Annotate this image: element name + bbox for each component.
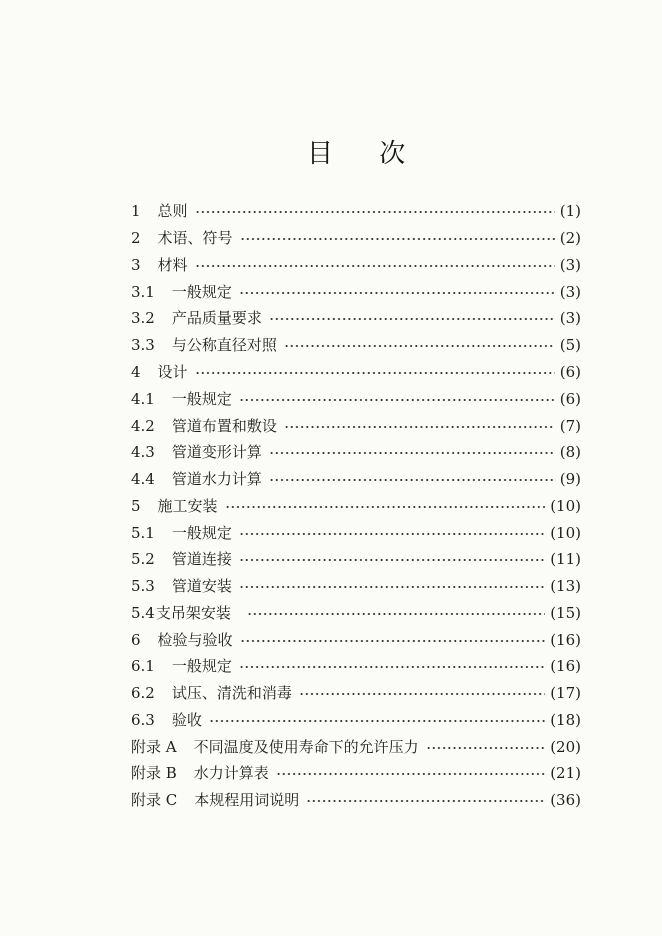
section-title: 一般规定 [171, 657, 232, 676]
section-number: 5.2 [131, 550, 155, 569]
page-number: (5) [559, 336, 581, 355]
appendix-number: 附录 C [131, 791, 178, 810]
toc-entry-5-3 [131, 573, 581, 600]
section-number: 5.1 [131, 523, 155, 542]
page-number: (10) [550, 496, 581, 515]
leader-dots [195, 264, 555, 268]
leader-dots [225, 505, 546, 509]
toc-entry-6 [131, 626, 581, 653]
section-title: 施工安装 [157, 496, 218, 515]
toc-entry-3-2 [131, 305, 581, 332]
leader-dots [269, 478, 555, 482]
section-title: 产品质量要求 [171, 309, 262, 328]
page-number: (21) [550, 764, 581, 783]
section-number: 6.3 [131, 710, 155, 729]
appendix-title: 不同温度及使用寿命下的允许压力 [193, 737, 419, 756]
section-number: 3.2 [131, 309, 155, 328]
section-number: 3 [131, 255, 141, 274]
section-number: 6 [131, 630, 141, 649]
appendix-number: 附录 A [131, 737, 177, 756]
section-title: 设计 [157, 362, 188, 381]
page-number: (16) [550, 657, 581, 676]
toc-entry-5 [131, 492, 581, 519]
page-number: (1) [559, 202, 581, 221]
leader-dots [240, 237, 555, 241]
section-title: 一般规定 [171, 389, 232, 408]
section-number: 4.3 [131, 443, 155, 462]
leader-dots [239, 398, 555, 402]
section-title: 术语、符号 [157, 229, 233, 248]
appendix-number: 附录 B [131, 764, 177, 783]
page-number: (6) [559, 389, 581, 408]
section-number: 1 [131, 202, 141, 221]
section-title: 与公称直径对照 [171, 336, 277, 355]
leader-dots [269, 451, 555, 455]
toc-entry-6-1 [131, 653, 581, 680]
page-number: (8) [559, 443, 581, 462]
section-title: 管道水力计算 [171, 470, 262, 489]
page-number: (2) [559, 229, 581, 248]
page-number: (13) [550, 577, 581, 596]
toc-entry-4-3 [131, 439, 581, 466]
toc-entry-3-1 [131, 278, 581, 305]
appendix-title: 水力计算表 [193, 764, 269, 783]
section-title: 支吊架安装 [155, 603, 231, 622]
toc-entry-3-3 [131, 332, 581, 359]
leader-dots [195, 210, 555, 214]
toc-entry-6-2 [131, 680, 581, 707]
section-title: 试压、清洗和消毒 [171, 684, 292, 703]
section-number: 5.4 [131, 603, 155, 622]
leader-dots [239, 558, 545, 562]
page-number: (15) [550, 603, 581, 622]
section-number: 5.3 [131, 577, 155, 596]
page-number: (16) [550, 630, 581, 649]
toc-title: 目 次 [307, 139, 406, 169]
section-number: 4.2 [131, 416, 155, 435]
leader-dots [239, 665, 545, 669]
toc-entry-appendix-c [131, 787, 581, 814]
section-number: 2 [131, 229, 141, 248]
leader-dots [209, 719, 545, 723]
toc-entry-appendix-a [131, 733, 581, 760]
page-number: (18) [550, 710, 581, 729]
toc-entry-1 [131, 198, 581, 225]
section-number: 3.1 [131, 282, 155, 301]
toc-entry-5-2 [131, 546, 581, 573]
appendix-title: 本规程用词说明 [194, 791, 300, 810]
section-title: 材料 [157, 255, 188, 274]
section-title: 一般规定 [171, 523, 232, 542]
page-number: (3) [559, 282, 581, 301]
leader-dots [239, 291, 555, 295]
toc-entry-4 [131, 359, 581, 386]
toc-entry-5-1 [131, 519, 581, 546]
page-number: (3) [559, 309, 581, 328]
toc-entry-5-4 [131, 599, 581, 626]
toc-entry-4-4 [131, 466, 581, 493]
section-title: 检验与验收 [157, 630, 233, 649]
page-number: (20) [550, 737, 581, 756]
section-number: 6.1 [131, 657, 155, 676]
toc-entry-2 [131, 225, 581, 252]
page-number: (36) [550, 791, 581, 810]
leader-dots [276, 772, 545, 776]
toc-entry-4-1 [131, 385, 581, 412]
toc-entry-appendix-b [131, 760, 581, 787]
section-number: 6.2 [131, 684, 155, 703]
leader-dots [247, 612, 545, 616]
section-number: 4.4 [131, 470, 155, 489]
section-number: 4.1 [131, 389, 155, 408]
page-number: (17) [550, 684, 581, 703]
page-number: (6) [559, 362, 581, 381]
leader-dots [284, 425, 555, 429]
toc-entry-3 [131, 252, 581, 279]
page-number: (3) [559, 255, 581, 274]
section-title: 总则 [157, 202, 188, 221]
toc-entry-4-2 [131, 412, 581, 439]
section-title: 管道连接 [171, 550, 232, 569]
section-number: 5 [131, 496, 141, 515]
page-number: (11) [550, 550, 581, 569]
page-number: (10) [550, 523, 581, 542]
section-title: 验收 [171, 710, 202, 729]
section-title: 管道安装 [171, 577, 232, 596]
leader-dots [426, 746, 546, 750]
page-number: (7) [559, 416, 581, 435]
section-title: 管道变形计算 [171, 443, 262, 462]
toc-entry-6-3 [131, 707, 581, 734]
section-number: 4 [131, 362, 141, 381]
leader-dots [284, 344, 555, 348]
page-number: (9) [559, 470, 581, 489]
leader-dots [299, 692, 545, 696]
section-title: 一般规定 [171, 282, 232, 301]
leader-dots [239, 585, 545, 589]
section-number: 3.3 [131, 336, 155, 355]
section-title: 管道布置和敷设 [171, 416, 277, 435]
leader-dots [240, 639, 546, 643]
leader-dots [239, 532, 545, 536]
leader-dots [195, 371, 555, 375]
leader-dots [306, 799, 545, 803]
table-of-contents [131, 198, 581, 814]
leader-dots [269, 317, 555, 321]
